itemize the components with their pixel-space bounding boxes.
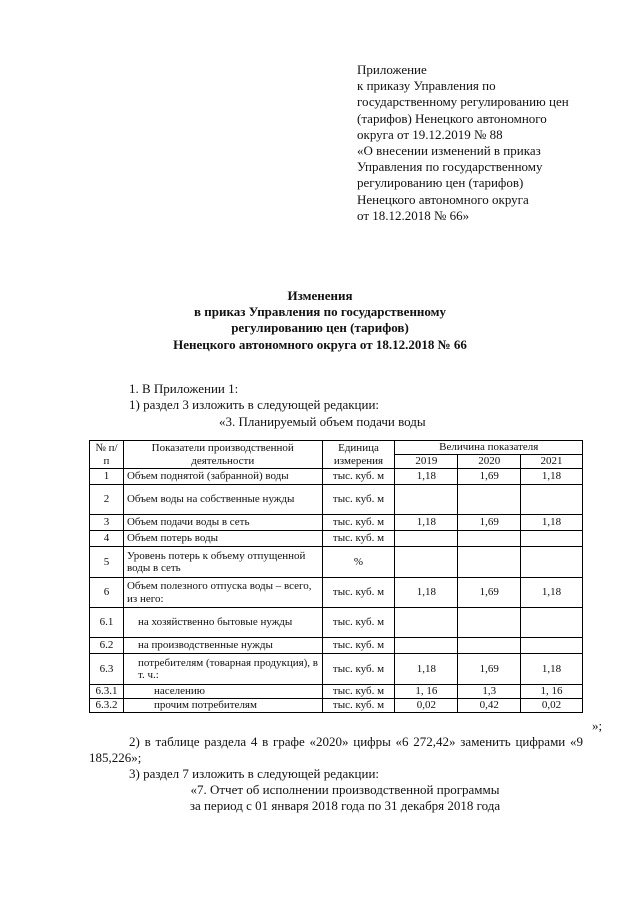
header-year: 2019 [395,455,458,469]
row-value: 1,18 [395,469,458,485]
row-value [521,608,583,638]
row-value [521,485,583,515]
row-num: 6.3 [90,654,124,685]
row-num: 6.1 [90,608,124,638]
row-name: потребителям (товарная продукция), в т. ч.: [123,654,322,685]
table-row [90,485,583,515]
row-value: 1,18 [521,469,583,485]
row-value: 1,69 [458,578,521,608]
row-name: прочим потребителям [123,699,322,713]
row-unit: % [322,547,395,578]
row-unit: тыс. куб. м [322,654,395,685]
paragraph-3-text: 2) в таблице раздела 4 в графе «2020» цифры «6 272,42» заменить цифрами «9 185,226»; [89,734,583,765]
header-num: № п/п [90,441,124,469]
row-name: населению [123,685,322,699]
water-supply-table [89,440,583,713]
appendix-line: государственному регулированию цен [357,94,569,110]
appendix-block [357,62,622,224]
row-value [395,547,458,578]
appendix-line: от 18.12.2018 № 66» [357,207,470,223]
appendix-line: Ненецкого автономного округа [357,191,529,207]
table-row [90,654,583,685]
row-value: 1,18 [521,515,583,531]
row-value: 1,18 [395,515,458,531]
table-row [90,608,583,638]
row-name: Уровень потерь к объему отпущенной воды в сеть [123,547,322,578]
appendix-line: (тарифов) Ненецкого автономного [357,110,547,126]
heading-line: регулированию цен (тарифов) [231,320,409,336]
row-num: 2 [90,485,124,515]
row-value: 1,69 [458,654,521,685]
row-value: 1, 16 [521,685,583,699]
appendix-line: Приложение [357,62,427,77]
table-row [90,547,583,578]
row-name: на хозяйственно бытовые нужды [123,608,322,638]
table-row [90,699,583,713]
table-row [90,531,583,547]
table-row [90,638,583,654]
heading-line: Изменения [287,288,353,303]
row-value [521,531,583,547]
row-value [395,638,458,654]
row-value: 1,3 [458,685,521,699]
row-value [395,608,458,638]
row-value: 1,18 [521,578,583,608]
row-unit: тыс. куб. м [322,531,395,547]
row-name: Объем полезного отпуска воды – всего, из него: [123,578,322,608]
row-unit: тыс. куб. м [322,685,395,699]
row-num: 1 [90,469,124,485]
row-value: 1,69 [458,515,521,531]
row-value [458,638,521,654]
row-value [458,531,521,547]
table-row [90,578,583,608]
row-value [458,608,521,638]
row-unit: тыс. куб. м [322,608,395,638]
row-num: 6 [90,578,124,608]
row-value [458,547,521,578]
row-name: на производственные нужды [123,638,322,654]
row-unit: тыс. куб. м [322,515,395,531]
row-num: 6.2 [90,638,124,654]
table-row [90,685,583,699]
row-name: Объем подачи воды в сеть [123,515,322,531]
row-value: 0,42 [458,699,521,713]
row-value [458,485,521,515]
row-value: 1,18 [395,578,458,608]
appendix-line: округа от 19.12.2019 № 88 [357,126,503,142]
row-unit: тыс. куб. м [322,699,395,713]
header-indicators: Показатели производственной деятельности [123,441,322,469]
row-unit: тыс. куб. м [322,578,395,608]
row-value [521,638,583,654]
appendix-line: регулированию цен (тарифов) [357,175,524,191]
row-num: 5 [90,547,124,578]
heading-line: Ненецкого автономного округа от 18.12.2018 № 66 [173,336,467,352]
table-title: «3. Планируемый объем подачи воды [219,414,426,429]
row-num: 6.3.1 [90,685,124,699]
appendix-line: Управления по государственному [357,159,543,175]
document-heading [0,288,640,353]
heading-line: в приказ Управления по государственному [193,304,447,320]
report-title-line-2: за период с 01 января 2018 года по 31 декабря 2018 года [189,798,501,813]
paragraph-1: 1. В Приложении 1: [129,381,239,396]
header-year: 2020 [458,455,521,469]
row-name: Объем поднятой (забранной) воды [123,469,322,485]
row-num: 4 [90,531,124,547]
row-value: 1,69 [458,469,521,485]
row-name: Объем потерь воды [123,531,322,547]
table-row [90,469,583,485]
row-unit: тыс. куб. м [322,485,395,515]
row-value: 1,18 [395,654,458,685]
row-name: Объем воды на собственные нужды [123,485,322,515]
closing-quote: »; [592,718,603,733]
header-unit: Единица измерения [322,441,395,469]
row-num: 6.3.2 [90,699,124,713]
appendix-line: «О внесении изменений в приказ [357,143,541,159]
paragraph-3 [89,734,583,766]
row-value: 0,02 [395,699,458,713]
appendix-line: к приказу Управления по [357,78,496,94]
row-value: 1, 16 [395,685,458,699]
paragraph-2: 1) раздел 3 изложить в следующей редакции: [129,397,380,412]
row-num: 3 [90,515,124,531]
row-value [395,531,458,547]
row-unit: тыс. куб. м [322,469,395,485]
table-row [90,515,583,531]
row-value: 0,02 [521,699,583,713]
header-year: 2021 [521,455,583,469]
row-value [521,547,583,578]
paragraph-4: 3) раздел 7 изложить в следующей редакции: [129,766,380,781]
row-unit: тыс. куб. м [322,638,395,654]
row-value [395,485,458,515]
row-value: 1,18 [521,654,583,685]
header-value: Величина показателя [395,441,583,455]
report-title-line-1: «7. Отчет об исполнении производственной программы [190,782,500,797]
